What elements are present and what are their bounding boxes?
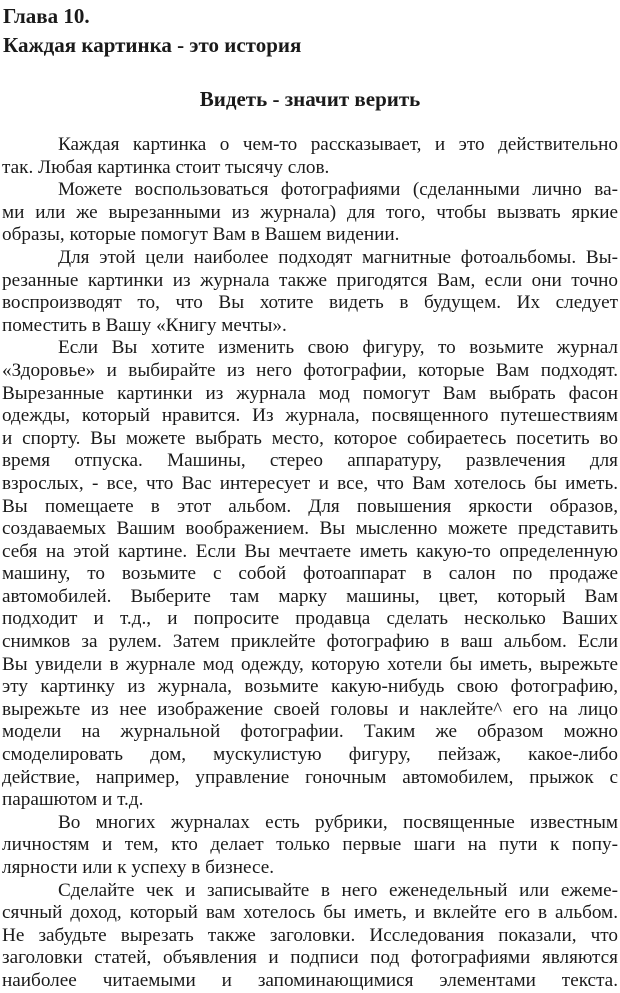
text-line: Сделайте чек и записывайте в него еженедельный или ежеме-	[58, 879, 618, 901]
text-line: сячный доход, который вам хотелось бы иметь, и вклейте его в альбом.	[2, 902, 618, 924]
text-line: взрослых, - все, что Вас интересует и все, что Вам хотелось бы иметь.	[2, 472, 618, 494]
text-line: Во многих журналах есть рубрики, посвященные известным	[58, 811, 618, 833]
text-line: Вырезанные картинки из журнала мод помогут Вам выбрать фасон	[2, 382, 618, 404]
section-title: Видеть - значит верить	[199, 87, 421, 111]
chapter-title: Каждая картинка - это история	[3, 33, 302, 57]
text-line: автомобилей. Выберите там марку машины, цвет, который Вам	[2, 585, 618, 607]
text-line: время отпуска. Машины, стерео аппаратуру, развлечения для	[2, 450, 618, 472]
text-line: ми или же вырезанными из журнала) для того, чтобы вызвать яркие	[2, 201, 618, 223]
text-line: себя на этой картине. Если Вы мечтаете иметь какую-то определенную	[2, 540, 618, 562]
text-line: Если Вы хотите изменить свою фигуру, то возьмите журнал	[58, 337, 618, 359]
text-line: личностям и тем, кто делает только первые шаги на пути к попу-	[2, 834, 618, 856]
text-line: машину, то возьмите с собой фотоаппарат в салон по продаже	[2, 563, 618, 585]
text-line: модели на журнальной фотографии. Таким же образом можно	[2, 721, 618, 743]
text-line: Не забудьте вырезать также заголовки. Исследования показали, что	[2, 924, 618, 946]
text-line: Вы увидели в журнале мод одежду, которую хотели бы иметь, вырежьте	[2, 653, 618, 675]
text-line: резанные картинки из журнала также пригодятся Вам, если они точно	[2, 269, 618, 291]
text-line: воспроизводят то, что Вы хотите видеть в будущем. Их следует	[2, 292, 618, 314]
text-line: парашютом и т.д.	[2, 789, 144, 811]
text-line: снимков за рулем. Затем приклейте фотографию в ваш альбом. Если	[2, 631, 618, 653]
text-line: действие, например, управление гоночным автомобилем, прыжок с	[2, 766, 618, 788]
text-line: Вы помещаете в этот альбом. Для повышения яркости образов,	[2, 495, 618, 517]
text-line: Каждая картинка о чем-то рассказывает, и это действительно	[58, 134, 618, 155]
text-line: заголовки статей, объявления и подписи под фотографиями являются	[2, 947, 618, 969]
text-line: и спорту. Вы можете выбрать место, которое собираетесь посетить во	[2, 427, 618, 449]
chapter-number: Глава 10.	[3, 4, 90, 28]
text-line: подходит и т.д., и попросите продавца сделать несколько Ваших	[2, 608, 618, 630]
text-line: лярности или к успеху в бизнесе.	[2, 857, 275, 878]
text-line: «Здоровье» и выбирайте из него фотографии, которые Вам подходят.	[2, 359, 618, 381]
body-text	[2, 134, 618, 993]
text-line: эту картинку из журнала, возьмите какую-нибудь свою фотографию,	[2, 676, 618, 698]
text-line: одежды, который нравится. Из журнала, посвященного путешествиям	[2, 405, 618, 427]
text-line: Можете воспользоваться фотографиями (сделанными лично ва-	[58, 179, 618, 201]
text-line: так. Любая картинка стоит тысячу слов.	[2, 156, 330, 178]
text-line: поместить в Вашу «Книгу мечты».	[2, 314, 287, 336]
text-line: Для этой цели наиболее подходят магнитные фотоальбомы. Вы-	[58, 246, 618, 268]
text-line: смоделировать дом, мускулистую фигуру, пейзаж, какое-либо	[2, 744, 618, 766]
text-line: вырежьте из нее изображение своей головы и наклейте^ его на лицо	[2, 698, 618, 720]
text-line: создаваемых Вашим воображением. Вы мысленно можете представить	[2, 518, 618, 540]
text-line: наиболее читаемыми и запоминающимися элементами текста.	[2, 969, 618, 991]
text-line: образы, которые помогут Вам в Вашем видении.	[2, 224, 400, 246]
